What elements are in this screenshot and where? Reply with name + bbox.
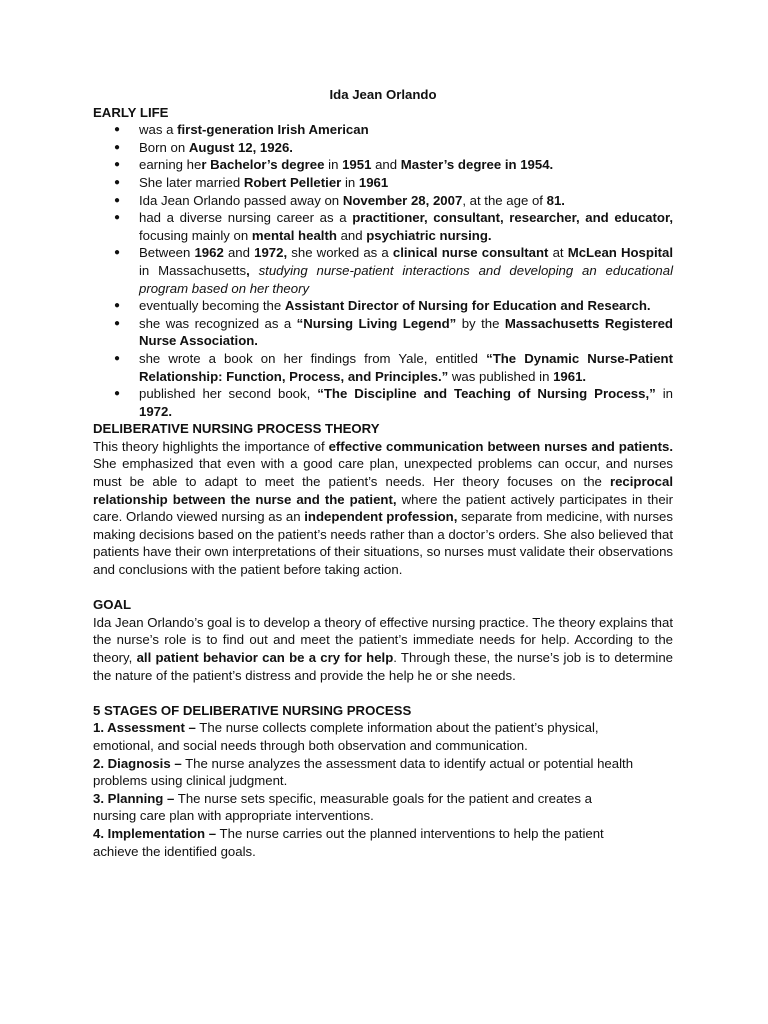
theory-heading: DELIBERATIVE NURSING PROCESS THEORY — [93, 421, 380, 437]
text-run: , at the age of — [462, 192, 547, 208]
spacer — [93, 684, 673, 702]
text-run: was published in — [448, 368, 554, 384]
text-run: The nurse analyzes the assessment data to identify actual or potential health problems using clinical judgment. — [93, 755, 634, 789]
text-run: in — [324, 157, 343, 173]
text-run: and — [336, 227, 367, 243]
bold-text: McLean Hospital — [567, 245, 673, 261]
goal-heading: GOAL — [93, 597, 132, 613]
text-run: had a diverse nursing career as a — [139, 210, 353, 226]
text-run: The nurse sets specific, measurable goals for the patient and creates a nursing care plan with appropriate interventions. — [93, 790, 592, 824]
text-run: in Massachusetts — [139, 262, 247, 278]
bold-text: 1961. — [553, 368, 587, 384]
bold-text: mental health — [251, 227, 337, 243]
list-item — [93, 121, 673, 139]
italic-text: studying nurse-patient interactions and developing an educational program based on her theory — [139, 262, 673, 296]
stage-diagnosis — [93, 755, 638, 790]
bold-text: “Nursing Living Legend” — [296, 315, 457, 331]
bold-text: “The Dynamic Nurse-Patient Relationship: Function, Process, and Principles.” — [139, 350, 673, 384]
text-run: where the patient actively participates in their care. Orlando viewed nursing as an — [93, 491, 673, 525]
theory-paragraph — [93, 438, 673, 579]
text-run: She emphasized that even with a good care plan, unexpected problems can occur, and nurses must be able to adapt to meet the patient’s needs. Her theory focuses on the — [93, 456, 673, 490]
text-run: This theory highlights the importance of — [93, 438, 329, 454]
bold-text: Massachusetts Registered Nurse Association. — [139, 315, 673, 349]
stages-heading: 5 STAGES OF DELIBERATIVE NURSING PROCESS — [93, 702, 412, 718]
text-run: and — [223, 245, 255, 261]
bold-text: all patient behavior can be a cry for help — [136, 650, 394, 665]
list-item — [93, 139, 673, 157]
bold-text: 1962 — [194, 245, 224, 261]
text-run: separate from medicine, with nurses making decisions based on the patient’s needs rather than a doctor’s orders. She also believed that patients have their own interpretations of their situations, so nurses must validate their observations and conclusions with the patient before taking action. — [93, 509, 673, 578]
bold-text: independent profession, — [304, 509, 458, 525]
bold-text: “The Discipline and Teaching of Nursing Process,” — [317, 386, 656, 402]
bold-text: , — [246, 262, 250, 278]
text-run: in — [341, 174, 359, 190]
bold-text: 1951 — [342, 157, 372, 173]
text-run: she was recognized as a — [139, 315, 297, 331]
stage-assessment — [93, 719, 638, 754]
text-run: she wrote a book on her findings from Yale, entitled — [139, 350, 487, 366]
text-run: focusing mainly on — [139, 227, 252, 243]
text-run: . Through these, the nurse’s job is to determine the nature of the patient’s distress and provide the help he or she needs. — [93, 650, 673, 683]
bold-text: practitioner, consultant, researcher, and educator, — [352, 210, 674, 226]
stage-planning — [93, 790, 638, 825]
goal-paragraph — [93, 614, 673, 684]
bold-text: clinical nurse consultant — [392, 245, 549, 261]
bold-text: November 28, 2007 — [342, 192, 463, 208]
text-run: The nurse carries out the planned interventions to help the patient achieve the identified goals. — [93, 825, 604, 859]
list-item — [93, 156, 673, 174]
text-run: Between — [139, 245, 195, 261]
list-item — [93, 244, 673, 297]
stage-implementation — [93, 825, 638, 860]
text-run: Ida Jean Orlando’s goal is to develop a theory of effective nursing practice. The theory explains that the nurse’s role is to find out and meet the patient’s immediate needs for help. According to the theory, — [93, 614, 673, 665]
text-run: was a — [139, 122, 178, 138]
bold-text: 1. Assessment – — [93, 720, 196, 736]
document-title: Ida Jean Orlando — [329, 87, 437, 102]
bold-text: 1972. — [139, 403, 173, 419]
bold-text: 3. Planning – — [93, 790, 175, 806]
early-life-heading: EARLY LIFE — [93, 104, 169, 120]
text-run: published her second book, — [139, 386, 318, 402]
bold-text: reciprocal relationship between the nurse and the patient, — [93, 474, 673, 507]
bold-text: psychiatric nursing. — [366, 227, 492, 243]
text-run: at — [548, 245, 568, 261]
bold-text: 4. Implementation – — [93, 825, 217, 841]
list-item — [93, 350, 673, 385]
bold-text: r Bachelor’s degree — [201, 157, 325, 173]
bold-text: Assistant Director of Nursing for Education and Research. — [284, 298, 651, 314]
early-life-list — [93, 121, 673, 420]
text-run: earning he — [139, 157, 202, 173]
list-item — [93, 385, 673, 420]
bold-text: 2. Diagnosis – — [93, 755, 182, 771]
list-item — [93, 192, 673, 210]
bold-text: 1972, — [254, 245, 288, 261]
text-run: Ida Jean Orlando passed away on — [139, 192, 343, 208]
text-run: eventually becoming the — [139, 298, 285, 314]
list-item — [93, 174, 673, 192]
bold-text: August 12, 1926. — [188, 139, 293, 155]
bold-text: Robert Pelletier — [243, 174, 342, 190]
text-run: The nurse collects complete information about the patient’s physical, emotional, and social needs through both observation and communication. — [93, 720, 599, 753]
text-run: She later married — [139, 174, 244, 190]
bold-text: 1961 — [358, 174, 389, 190]
spacer — [93, 579, 673, 597]
bold-text: effective communication between nurses and patients. — [328, 438, 673, 454]
bold-text: first-generation Irish American — [177, 122, 369, 138]
text-run: Born on — [139, 139, 189, 155]
text-run: in — [655, 386, 673, 402]
document-page — [93, 86, 673, 860]
list-item — [93, 297, 673, 315]
bold-text: Master’s degree in 1954. — [400, 157, 554, 173]
text-run: by the — [456, 315, 505, 331]
text-run: and — [371, 157, 401, 173]
list-item — [93, 209, 673, 244]
list-item — [93, 315, 673, 350]
bold-text: 81. — [546, 192, 565, 208]
text-run: she worked as a — [287, 245, 393, 261]
